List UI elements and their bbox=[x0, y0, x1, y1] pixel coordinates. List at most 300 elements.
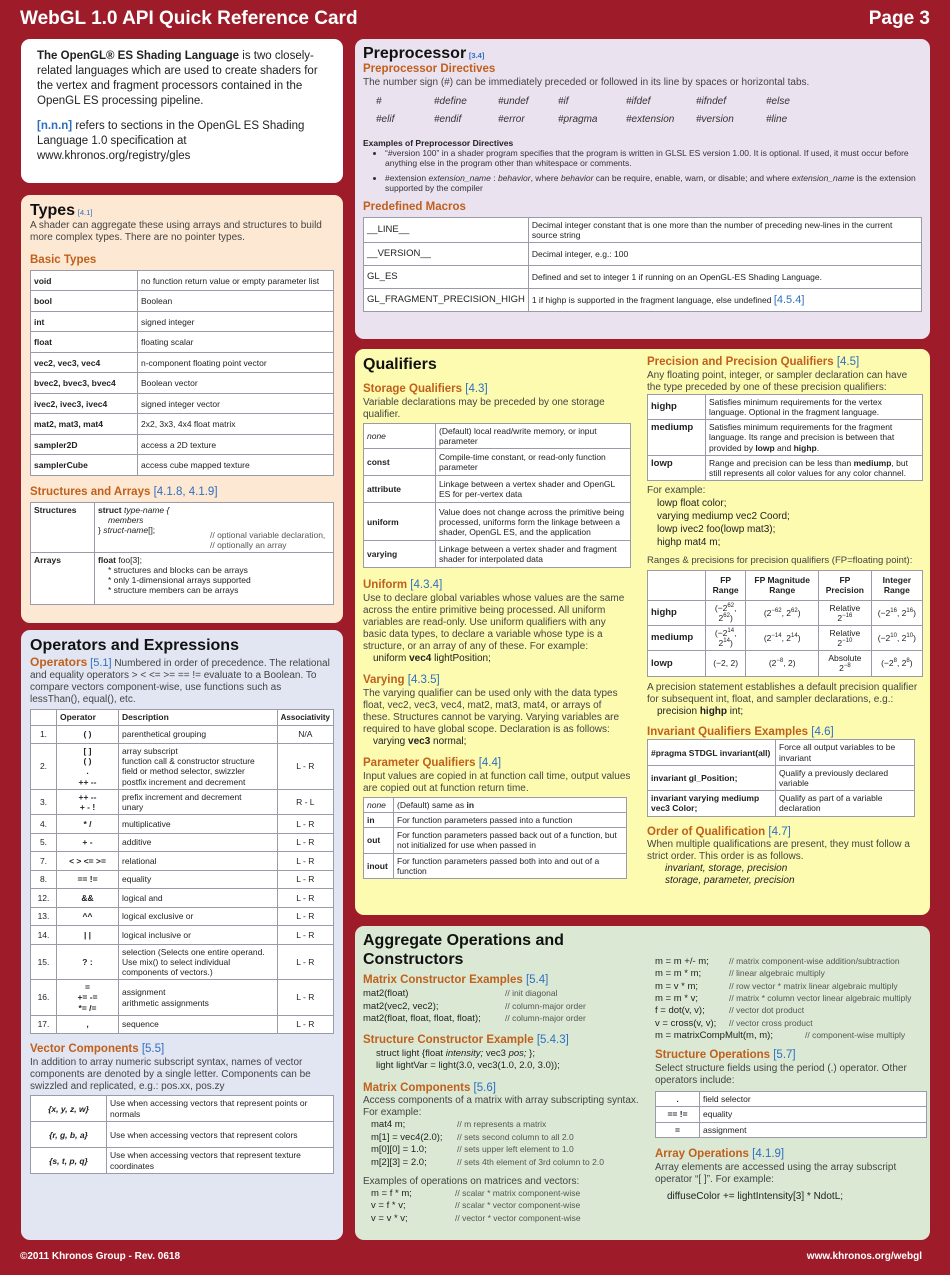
preproc-sub: Preprocessor Directives bbox=[363, 63, 496, 76]
fp-magnitude: ($2^{-8}$, 2) bbox=[746, 651, 819, 676]
operator-row bbox=[31, 852, 334, 871]
t: , but still represents all color values for any color channel. bbox=[709, 457, 908, 478]
op-desc: array subscript function call & constructor structure field or method selector, swizzler postfix increment and decrement bbox=[119, 744, 278, 790]
op-desc: logical and bbox=[119, 889, 278, 908]
op-symbol: | | bbox=[57, 926, 119, 945]
param-desc: For function parameters passed both into and out of a function bbox=[394, 853, 627, 878]
type-row bbox=[31, 455, 334, 476]
exponent: 8 bbox=[906, 658, 910, 665]
struct-ops-table bbox=[655, 1091, 927, 1138]
storage-desc: Variable declarations may be preceded by one storage qualifier. bbox=[363, 396, 605, 420]
code-line bbox=[371, 1157, 653, 1169]
directive-row bbox=[376, 111, 922, 129]
ex2-part: , where bbox=[530, 172, 561, 183]
exponent: −62 bbox=[771, 607, 782, 614]
type-name: bvec2, bvec3, bvec4 bbox=[31, 373, 138, 394]
exponent: 62 bbox=[723, 612, 730, 619]
code-comment: // scalar * vector component-wise bbox=[455, 1200, 581, 1211]
macro-ref: [4.5.4] bbox=[773, 293, 805, 306]
struct-arrays-ref: [4.1.8, 4.1.9] bbox=[153, 485, 218, 498]
struct-op-row bbox=[656, 1122, 927, 1137]
op-desc: selection (Selects one entire operand. Use mix() to select individual components of vectors.) bbox=[119, 944, 278, 980]
exponent: −14 bbox=[771, 633, 782, 640]
arrays-code: foo[3]; bbox=[115, 554, 142, 565]
op-desc: additive bbox=[119, 833, 278, 852]
op-prec: 12. bbox=[31, 889, 57, 908]
op-symbol: && bbox=[57, 889, 119, 908]
macros-table bbox=[363, 217, 922, 312]
precision-code-line: highp mat4 m; bbox=[657, 537, 721, 549]
mat-ctor-title: Matrix Constructor Examples bbox=[363, 974, 523, 987]
storage-name: const bbox=[364, 449, 436, 476]
directive: #else bbox=[766, 95, 790, 107]
op-symbol: , bbox=[57, 1015, 119, 1034]
operator-row bbox=[31, 944, 334, 980]
macro-name: __VERSION__ bbox=[364, 243, 529, 266]
vector-components-table bbox=[30, 1095, 334, 1174]
invariant-code: invariant varying mediump vec3 Color; bbox=[648, 791, 776, 816]
exponent: 10 bbox=[890, 633, 897, 640]
storage-name: attribute bbox=[364, 476, 436, 503]
op-prec: 7. bbox=[31, 852, 57, 871]
preproc-ref: [3.4] bbox=[468, 51, 485, 60]
struct-op-desc: field selector bbox=[700, 1092, 927, 1107]
ranges-title: Ranges & precisions for precision qualifiers (FP=floating point): bbox=[647, 555, 913, 567]
prec-name: lowp bbox=[648, 455, 706, 480]
param-row bbox=[364, 828, 627, 853]
op-desc: equality bbox=[119, 870, 278, 889]
ops-desc: Examples of operations on matrices and vectors: bbox=[363, 1175, 580, 1187]
array-ops-ref: [4.1.9] bbox=[752, 1147, 785, 1160]
code: m = m +/- m; bbox=[655, 956, 709, 967]
fp-range: ($-2^{62}$, $2^{62}$) bbox=[706, 600, 746, 625]
directive: #version bbox=[696, 113, 734, 125]
macro-name: GL_FRAGMENT_PRECISION_HIGH bbox=[364, 289, 529, 312]
varying-ex: vec3 bbox=[408, 735, 431, 747]
op-prec: 16. bbox=[31, 980, 57, 1016]
order-title: Order of Qualification bbox=[647, 825, 766, 838]
intro-panel bbox=[21, 39, 343, 183]
type-desc: access a 2D texture bbox=[138, 434, 334, 455]
code-line bbox=[371, 1188, 653, 1200]
type-row bbox=[31, 373, 334, 394]
ex2-part: behavior bbox=[497, 172, 531, 183]
op-symbol: < > <= >= bbox=[57, 852, 119, 871]
type-desc: floating scalar bbox=[138, 332, 334, 353]
invariant-code: invariant gl_Position; bbox=[648, 765, 776, 790]
precision-title: Precision and Precision Qualifiers bbox=[647, 356, 834, 368]
macro-name: __LINE__ bbox=[364, 217, 529, 242]
code: mat2(float, float, float, float); bbox=[363, 1012, 481, 1024]
op-assoc: L - R bbox=[277, 852, 333, 871]
type-row bbox=[31, 332, 334, 353]
array-ops-code: diffuseColor += lightIntensity[3] * NdotL; bbox=[667, 1190, 844, 1202]
type-name: float bbox=[31, 332, 138, 353]
type-desc: 2x2, 3x3, 4x4 float matrix bbox=[138, 414, 334, 435]
op-prec: 1. bbox=[31, 725, 57, 744]
op-assoc: L - R bbox=[277, 815, 333, 834]
varying-desc: The varying qualifier can be used only with the data types float, vec2, vec3, vec4, mat2, mat3, mat4, or arrays of these. Structures cannot be varying. Varying variables are required to have global scope. Declaration is as follows: bbox=[363, 687, 620, 735]
t: pos; bbox=[508, 1048, 527, 1059]
macro-row bbox=[364, 243, 922, 266]
op-prec: 5. bbox=[31, 833, 57, 852]
prec-stmt: A precision statement establishes a default precision qualifier for subsequent int, float, and sampler declarations, e.g.: bbox=[647, 681, 918, 705]
aggregate-panel bbox=[355, 926, 930, 1240]
range-qualifier: highp bbox=[648, 600, 706, 625]
code-comment: // init diagonal bbox=[505, 988, 558, 999]
type-desc: access cube mapped texture bbox=[138, 455, 334, 476]
directive: #pragma bbox=[558, 113, 598, 125]
op-desc: logical inclusive or bbox=[119, 926, 278, 945]
macro-row bbox=[364, 266, 922, 289]
op-symbol: ? : bbox=[57, 944, 119, 980]
directive: #ifdef bbox=[626, 95, 651, 107]
op-prec: 2. bbox=[31, 744, 57, 790]
intro-ref-text: refers to sections in the OpenGL ES Shading Language 1.0 specification at www.khronos.org/registry/gles bbox=[37, 119, 305, 162]
op-symbol: == != bbox=[57, 870, 119, 889]
qualifiers-title: Qualifiers bbox=[363, 356, 437, 373]
type-row bbox=[31, 414, 334, 435]
range-header: FP Precision bbox=[819, 570, 872, 600]
code-line bbox=[363, 988, 653, 1000]
vec-desc: Use when accessing vectors that represent colors bbox=[107, 1122, 334, 1148]
fp-range: (−2, 2) bbox=[706, 651, 746, 676]
type-desc: Boolean vector bbox=[138, 373, 334, 394]
operator-row bbox=[31, 889, 334, 908]
directive: #endif bbox=[434, 113, 462, 125]
arrays-label: Arrays bbox=[31, 552, 95, 604]
precision-desc: Any floating point, integer, or sampler declaration can have the type preceded by one of these precision qualifiers: bbox=[647, 369, 908, 393]
op-prec: 15. bbox=[31, 944, 57, 980]
t: . bbox=[816, 442, 820, 453]
invariant-desc: Qualify a previously declared variable bbox=[776, 765, 915, 790]
storage-name: none bbox=[364, 423, 436, 448]
code: f = dot(v, v); bbox=[655, 1005, 705, 1017]
operators-panel bbox=[21, 630, 343, 1240]
code-comment: // vector * vector component-wise bbox=[455, 1212, 581, 1223]
op-prec: 3. bbox=[31, 789, 57, 814]
type-name: ivec2, ivec3, ivec4 bbox=[31, 393, 138, 414]
operators-sub: Operators bbox=[30, 655, 88, 670]
struct-members: members bbox=[108, 514, 144, 525]
param-desc: Input values are copied in at function call time, output values are copied out at function return time. bbox=[363, 770, 631, 794]
storage-name: varying bbox=[364, 541, 436, 568]
macro-desc: Defined and set to integer 1 if running on an OpenGL-ES Shading Language. bbox=[528, 266, 921, 289]
range-row bbox=[648, 625, 923, 650]
struct-op: . bbox=[656, 1092, 700, 1107]
vec-row bbox=[31, 1096, 334, 1122]
invariant-desc: Force all output variables to be invariant bbox=[776, 740, 915, 765]
param-ref: [4.4] bbox=[478, 756, 502, 769]
intro-ref: [n.n.n] bbox=[37, 119, 73, 132]
op-assoc: L - R bbox=[277, 944, 333, 980]
code-comment: // sets upper left element to 1.0 bbox=[457, 1144, 574, 1155]
varying-title: Varying bbox=[363, 674, 405, 687]
range-header: Integer Range bbox=[871, 570, 922, 600]
t: lowp bbox=[755, 442, 775, 453]
exponent: 8 bbox=[893, 658, 897, 665]
storage-desc: Linkage between a vertex shader and OpenGL ES for per-vertex data bbox=[436, 476, 631, 503]
directive-row bbox=[376, 93, 922, 111]
directive: # bbox=[376, 95, 382, 107]
varying-ex: varying bbox=[373, 735, 409, 747]
fp-magnitude: ($2^{-14}$, $2^{14}$) bbox=[746, 625, 819, 650]
footer-url: www.khronos.org/webgl bbox=[806, 1251, 922, 1262]
preproc-example-2 bbox=[385, 173, 922, 193]
code-line bbox=[371, 1119, 653, 1131]
macro-name: GL_ES bbox=[364, 266, 529, 289]
macro-desc: 1 if highp is supported in the fragment language, else undefined [4.5.4] bbox=[528, 289, 921, 312]
param-row bbox=[364, 797, 627, 812]
t: precision bbox=[657, 705, 700, 717]
t: highp bbox=[793, 442, 817, 453]
ops-header-row bbox=[31, 710, 334, 725]
op-desc: multiplicative bbox=[119, 815, 278, 834]
op-assoc: R - L bbox=[277, 789, 333, 814]
code-comment: // scalar * matrix component-wise bbox=[455, 1187, 581, 1198]
uniform-ex: vec4 bbox=[409, 653, 432, 665]
code-line bbox=[371, 1213, 653, 1225]
range-header: FP Range bbox=[706, 570, 746, 600]
invariant-desc: Qualify as part of a variable declaration bbox=[776, 791, 915, 816]
exponent: −16 bbox=[842, 612, 853, 619]
precision-code-line: varying mediump vec2 Coord; bbox=[657, 511, 790, 523]
order-1: invariant, storage, precision bbox=[665, 863, 788, 875]
array-ops-title: Array Operations bbox=[655, 1147, 749, 1160]
ex2-part: extension_name bbox=[791, 172, 855, 183]
ranges-table bbox=[647, 570, 923, 677]
preproc-examples-title: Examples of Preprocessor Directives bbox=[363, 137, 514, 148]
code: v = f * v; bbox=[371, 1200, 406, 1212]
op-symbol: = += -= *= /= bbox=[57, 980, 119, 1016]
prec-name: highp bbox=[648, 394, 706, 419]
struct-close: } bbox=[98, 525, 104, 536]
type-desc: no function return value or empty parameter list bbox=[138, 270, 334, 291]
op-symbol: [ ] ( ) . ++ -- bbox=[57, 744, 119, 790]
ex2-part: extension_name bbox=[428, 172, 491, 183]
mat-ctor-rows bbox=[363, 988, 653, 1025]
intro-text: is two closely-related languages which are used to create shaders for the vertex and fragment processors contained in the OpenGL ES processing pipeline. bbox=[37, 50, 318, 107]
varying-ex: normal; bbox=[430, 735, 467, 747]
ex2-part: : bbox=[490, 172, 498, 183]
code-line bbox=[371, 1144, 653, 1156]
struct-comment-1: // optional variable declaration, bbox=[210, 529, 326, 540]
page-number: Page 3 bbox=[868, 8, 930, 29]
struct-op-desc: equality bbox=[700, 1107, 927, 1122]
param-table bbox=[363, 797, 627, 879]
code-comment: // vector cross product bbox=[729, 1017, 813, 1028]
storage-table bbox=[363, 423, 631, 568]
vector-components-ref: [5.5] bbox=[141, 1043, 165, 1056]
vec-desc: Use when accessing vectors that represent points or normals bbox=[107, 1096, 334, 1122]
op-symbol: + - bbox=[57, 833, 119, 852]
code-line bbox=[371, 1132, 653, 1144]
param-desc: (Default) same as in bbox=[394, 797, 627, 812]
code: mat2(float) bbox=[363, 988, 409, 1000]
mat-comp-desc: Access components of a matrix with array subscripting syntax. For example: bbox=[363, 1095, 639, 1119]
types-panel bbox=[21, 195, 343, 623]
struct-op-desc: assignment bbox=[700, 1122, 927, 1137]
type-name: vec2, vec3, vec4 bbox=[31, 352, 138, 373]
matrix-ops-rows bbox=[655, 956, 925, 1042]
exponent: 14 bbox=[723, 638, 730, 645]
order-desc: When multiple qualifications are present, they must follow a strict order. This order is as follows. bbox=[647, 839, 910, 863]
code-comment: // sets 4th element of 3rd column to 2.0 bbox=[457, 1156, 604, 1167]
types-ref: [4.1] bbox=[77, 208, 93, 217]
op-assoc: L - R bbox=[277, 744, 333, 790]
param-title: Parameter Qualifiers bbox=[363, 756, 476, 769]
storage-desc: Compile-time constant, or read-only function parameter bbox=[436, 449, 631, 476]
storage-desc: (Default) local read/write memory, or input parameter bbox=[436, 423, 631, 448]
fp-precision: Relative $2^{-16}$ bbox=[819, 600, 872, 625]
type-desc: n-component floating point vector bbox=[138, 352, 334, 373]
operator-row bbox=[31, 1015, 334, 1034]
storage-row bbox=[364, 449, 631, 476]
type-row bbox=[31, 291, 334, 312]
directive: #define bbox=[434, 95, 467, 107]
op-symbol: ( ) bbox=[57, 725, 119, 744]
t: vec3 bbox=[483, 1048, 509, 1059]
storage-row bbox=[364, 423, 631, 448]
exponent: −8 bbox=[776, 658, 784, 665]
op-symbol: * / bbox=[57, 815, 119, 834]
arrays-note: * structures and blocks can be arrays bbox=[108, 564, 248, 575]
qualifiers-panel bbox=[355, 349, 930, 915]
directive: #undef bbox=[498, 95, 529, 107]
footer-copyright: ©2011 Khronos Group - Rev. 0618 bbox=[20, 1251, 181, 1262]
vector-components-desc: In addition to array numeric subscript syntax, names of vector components are denoted by a single letter. Components can be swizzled and replicated, e.g.: pos.xx, pos.zy bbox=[30, 1057, 311, 1093]
prec-name: mediump bbox=[648, 420, 706, 456]
precision-code bbox=[657, 497, 923, 549]
param-desc: For function parameters passed back out of a function, but not initialized for use when passed in bbox=[394, 828, 627, 853]
precision-code-line: lowp float color; bbox=[657, 498, 727, 510]
exponent: 14 bbox=[727, 628, 735, 635]
vec-names: {r, g, b, a} bbox=[31, 1122, 107, 1148]
t: }; bbox=[526, 1048, 535, 1059]
arrays-notes bbox=[98, 565, 330, 596]
type-name: sampler2D bbox=[31, 434, 138, 455]
macro-row bbox=[364, 289, 922, 312]
type-row bbox=[31, 434, 334, 455]
op-desc: parenthetical grouping bbox=[119, 725, 278, 744]
struct-ops-desc: Select structure fields using the period (.) operator. Other operators include: bbox=[655, 1063, 907, 1087]
code: v = v * v; bbox=[371, 1212, 408, 1224]
arrays-note: * structure members can be arrays bbox=[108, 585, 239, 596]
invariant-row bbox=[648, 791, 915, 816]
t: int; bbox=[727, 705, 744, 717]
int-range: ($-2^{16}$, $2^{16}$) bbox=[871, 600, 922, 625]
type-row bbox=[31, 311, 334, 332]
mat-comp-ref: [5.6] bbox=[473, 1081, 496, 1094]
range-qualifier: mediump bbox=[648, 625, 706, 650]
t: highp bbox=[699, 705, 728, 717]
precision-table bbox=[647, 394, 923, 481]
macros-title: Predefined Macros bbox=[363, 200, 466, 213]
type-name: void bbox=[31, 270, 138, 291]
op-assoc: L - R bbox=[277, 907, 333, 926]
code-comment: // matrix component-wise addition/subtraction bbox=[729, 956, 900, 966]
storage-desc: Linkage between a vertex shader and fragment shader for interpolated data bbox=[436, 541, 631, 568]
op-assoc: L - R bbox=[277, 889, 333, 908]
ops-header: Description bbox=[119, 710, 278, 725]
op-desc: sequence bbox=[119, 1015, 278, 1034]
ops-header: Associativity bbox=[277, 710, 333, 725]
prec-desc bbox=[706, 455, 923, 480]
exponent: 14 bbox=[791, 633, 798, 640]
code: m[0][0] = 1.0; bbox=[371, 1144, 427, 1156]
op-prec: 17. bbox=[31, 1015, 57, 1034]
intro-bold: The OpenGL® ES Shading Language bbox=[37, 50, 240, 62]
basic-types-table bbox=[30, 270, 334, 476]
arrays-kw: float bbox=[98, 554, 116, 565]
struct-ops-title: Structure Operations bbox=[655, 1049, 771, 1062]
code-comment: // vector dot product bbox=[729, 1005, 805, 1016]
arrays-note: * only 1-dimensional arrays supported bbox=[108, 575, 251, 586]
code-line bbox=[655, 1018, 925, 1030]
operator-row bbox=[31, 926, 334, 945]
card-title: WebGL 1.0 API Quick Reference Card bbox=[20, 8, 358, 29]
fp-precision: Relative $2^{-10}$ bbox=[819, 625, 872, 650]
type-row bbox=[31, 393, 334, 414]
invariant-row bbox=[648, 740, 915, 765]
param-name: out bbox=[364, 828, 394, 853]
range-qualifier: lowp bbox=[648, 651, 706, 676]
exponent: 62 bbox=[791, 607, 798, 614]
range-header-row bbox=[648, 570, 923, 600]
code: m = f * m; bbox=[371, 1187, 412, 1199]
struct-op: = bbox=[656, 1122, 700, 1137]
type-row bbox=[31, 270, 334, 291]
code-comment: // column-major order bbox=[505, 1012, 586, 1023]
code: m = m * m; bbox=[655, 968, 702, 980]
type-name: int bbox=[31, 311, 138, 332]
directive: #error bbox=[498, 113, 525, 125]
directive: #line bbox=[766, 113, 788, 125]
storage-desc: Value does not change across the primitive being processed, uniforms form the linkage between a shader, OpenGL ES, and the application bbox=[436, 503, 631, 541]
param-name: none bbox=[364, 797, 394, 812]
exponent: −8 bbox=[843, 663, 851, 670]
type-name: bool bbox=[31, 291, 138, 312]
preproc-title: Preprocessor bbox=[363, 45, 467, 62]
directives-grid bbox=[376, 93, 922, 129]
code-line bbox=[655, 956, 925, 968]
range-row bbox=[648, 651, 923, 676]
code: mat2(vec2, vec2); bbox=[363, 1000, 439, 1012]
directive: #if bbox=[558, 95, 569, 107]
directive: #elif bbox=[376, 113, 395, 125]
struct-ctor-ref: [5.4.3] bbox=[536, 1034, 569, 1047]
operator-row bbox=[31, 907, 334, 926]
param-in: in bbox=[466, 799, 475, 810]
op-desc: logical exclusive or bbox=[119, 907, 278, 926]
preproc-example-1: • “#version 100” in a shader program specifies that the program is written in GLSL ES version 1.00. It is optional. If used, it must occur before anything else in the program other than whitespace or comments. bbox=[385, 148, 922, 168]
ops-rows bbox=[371, 1188, 653, 1225]
uniform-ref: [4.3.4] bbox=[410, 579, 443, 592]
order-ref: [4.7] bbox=[768, 825, 791, 838]
param-desc: For function parameters passed into a function bbox=[394, 812, 627, 827]
code-comment: // column-major order bbox=[505, 1000, 586, 1011]
storage-row bbox=[364, 541, 631, 568]
array-ops-desc: Array elements are accessed using the array subscript operator “[ ]”. For example: bbox=[655, 1161, 897, 1185]
storage-title: Storage Qualifiers bbox=[363, 383, 463, 396]
mat-ctor-ref: [5.4] bbox=[525, 974, 549, 987]
operator-row bbox=[31, 870, 334, 889]
operator-row bbox=[31, 815, 334, 834]
order-2: storage, parameter, precision bbox=[665, 875, 795, 887]
op-assoc: L - R bbox=[277, 1015, 333, 1034]
operators-desc: Numbered in order of precedence. The relational and equality operators > < <= >= == != evaluate to a Boolean. To compare vectors component-wise, use functions such as lessThan(), equal(), etc. bbox=[30, 658, 330, 706]
struct-ctor-title: Structure Constructor Example bbox=[363, 1034, 534, 1047]
